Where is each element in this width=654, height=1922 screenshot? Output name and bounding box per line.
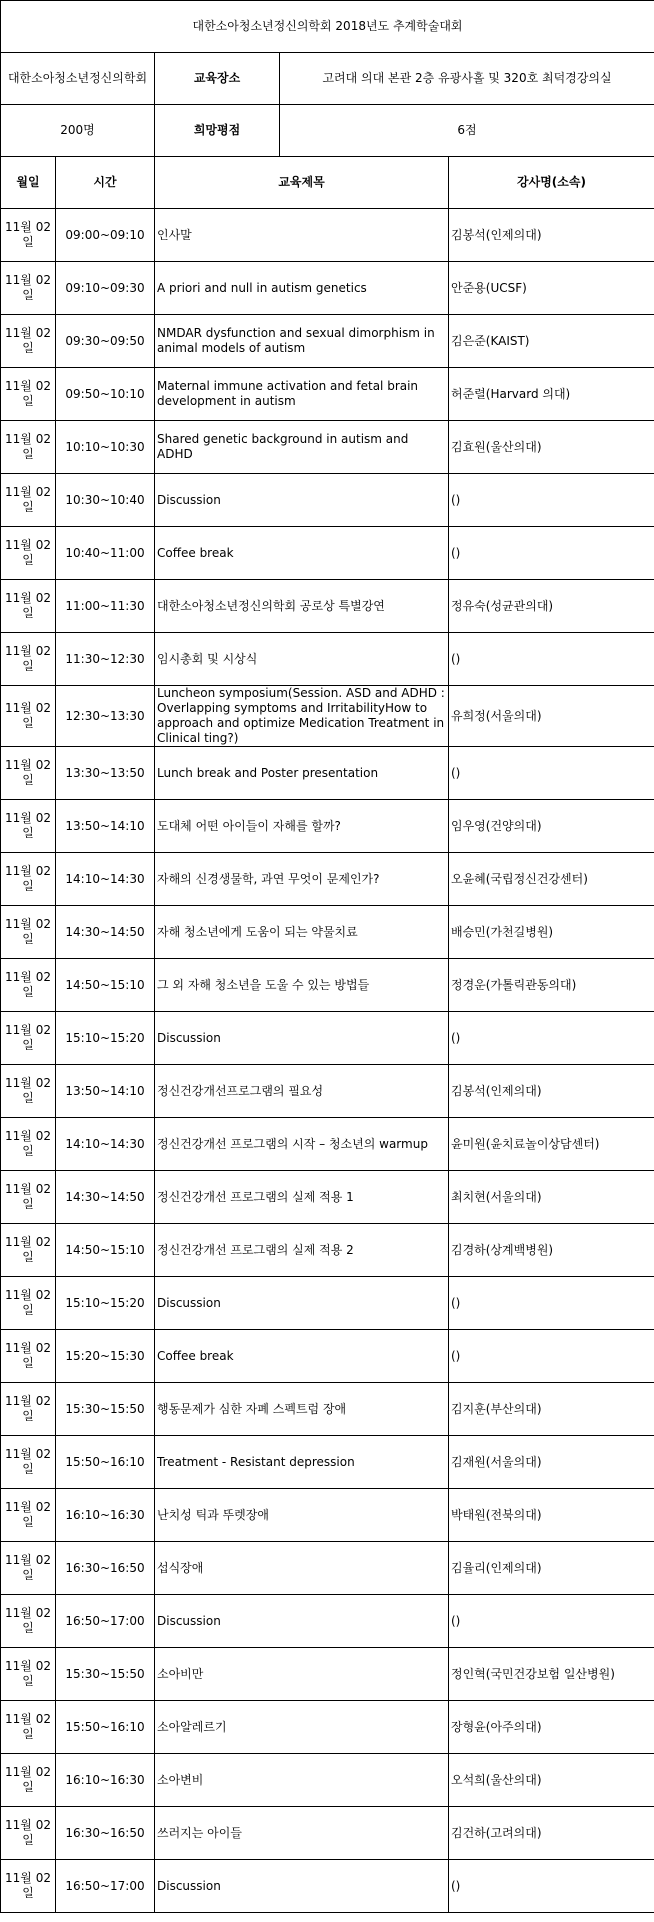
table-row bbox=[1, 1807, 654, 1860]
row-lecturer: 오석희(울산의대) bbox=[449, 1754, 654, 1807]
table-row bbox=[1, 474, 654, 527]
row-time: 11:00~11:30 bbox=[56, 580, 155, 633]
row-lecturer: () bbox=[449, 527, 654, 580]
table-row bbox=[1, 747, 654, 800]
table-row bbox=[1, 209, 654, 262]
capacity-value: 200명 bbox=[1, 105, 155, 157]
table-row bbox=[1, 686, 654, 747]
row-title: NMDAR dysfunction and sexual dimorphism in animal models of autism bbox=[155, 315, 449, 368]
schedule-table-body bbox=[1, 1, 654, 1913]
table-row bbox=[1, 1436, 654, 1489]
row-date: 11월 02일 bbox=[1, 747, 56, 800]
row-time: 15:50~16:10 bbox=[56, 1701, 155, 1754]
row-lecturer: 박태원(전북의대) bbox=[449, 1489, 654, 1542]
row-time: 14:30~14:50 bbox=[56, 1171, 155, 1224]
row-lecturer: () bbox=[449, 747, 654, 800]
row-lecturer: 유희정(서울의대) bbox=[449, 686, 654, 747]
row-title: 그 외 자해 청소년을 도울 수 있는 방법들 bbox=[155, 959, 449, 1012]
row-date: 11월 02일 bbox=[1, 1701, 56, 1754]
row-lecturer: () bbox=[449, 1012, 654, 1065]
row-lecturer: 김율리(인제의대) bbox=[449, 1542, 654, 1595]
row-title: 인사말 bbox=[155, 209, 449, 262]
row-time: 14:30~14:50 bbox=[56, 906, 155, 959]
row-title: 행동문제가 심한 자폐 스펙트럼 장애 bbox=[155, 1383, 449, 1436]
row-title: Maternal immune activation and fetal brain development in autism bbox=[155, 368, 449, 421]
table-row bbox=[1, 1754, 654, 1807]
row-date: 11월 02일 bbox=[1, 315, 56, 368]
row-lecturer: () bbox=[449, 633, 654, 686]
row-lecturer: 김건하(고려의대) bbox=[449, 1807, 654, 1860]
row-title: 난치성 틱과 뚜렛장애 bbox=[155, 1489, 449, 1542]
row-title: Lunch break and Poster presentation bbox=[155, 747, 449, 800]
place-label: 교육장소 bbox=[155, 53, 280, 105]
row-date: 11월 02일 bbox=[1, 262, 56, 315]
row-lecturer: 정경운(가톨릭관동의대) bbox=[449, 959, 654, 1012]
row-title: 소아비만 bbox=[155, 1648, 449, 1701]
row-lecturer: () bbox=[449, 1860, 654, 1913]
row-title: Shared genetic background in autism and ADHD bbox=[155, 421, 449, 474]
row-title: 소아알레르기 bbox=[155, 1701, 449, 1754]
row-time: 16:10~16:30 bbox=[56, 1489, 155, 1542]
table-row bbox=[1, 906, 654, 959]
row-time: 15:30~15:50 bbox=[56, 1648, 155, 1701]
row-title: 대한소아청소년정신의학회 공로상 특별강연 bbox=[155, 580, 449, 633]
row-title: 정신건강개선 프로그램의 시작 – 청소년의 warmup bbox=[155, 1118, 449, 1171]
row-lecturer: 최치현(서울의대) bbox=[449, 1171, 654, 1224]
row-date: 11월 02일 bbox=[1, 1383, 56, 1436]
row-time: 13:30~13:50 bbox=[56, 747, 155, 800]
row-lecturer: () bbox=[449, 1330, 654, 1383]
table-row bbox=[1, 1595, 654, 1648]
row-title: 섭식장애 bbox=[155, 1542, 449, 1595]
row-lecturer: 정인혁(국민건강보험 일산병원) bbox=[449, 1648, 654, 1701]
row-time: 15:10~15:20 bbox=[56, 1277, 155, 1330]
row-title: Discussion bbox=[155, 1012, 449, 1065]
column-header-title: 교육제목 bbox=[155, 157, 449, 209]
row-title: 자해의 신경생물학, 과연 무엇이 문제인가? bbox=[155, 853, 449, 906]
row-title: Treatment - Resistant depression bbox=[155, 1436, 449, 1489]
row-lecturer: 김봉석(인제의대) bbox=[449, 1065, 654, 1118]
row-time: 14:50~15:10 bbox=[56, 959, 155, 1012]
row-date: 11월 02일 bbox=[1, 474, 56, 527]
row-date: 11월 02일 bbox=[1, 633, 56, 686]
row-date: 11월 02일 bbox=[1, 1860, 56, 1913]
row-lecturer: 허준렬(Harvard 의대) bbox=[449, 368, 654, 421]
row-date: 11월 02일 bbox=[1, 1065, 56, 1118]
row-title: A priori and null in autism genetics bbox=[155, 262, 449, 315]
table-row bbox=[1, 1489, 654, 1542]
row-lecturer: 장형윤(아주의대) bbox=[449, 1701, 654, 1754]
column-header-time: 시간 bbox=[56, 157, 155, 209]
row-date: 11월 02일 bbox=[1, 527, 56, 580]
row-date: 11월 02일 bbox=[1, 1171, 56, 1224]
table-row bbox=[1, 262, 654, 315]
row-date: 11월 02일 bbox=[1, 1648, 56, 1701]
table-row bbox=[1, 1277, 654, 1330]
table-row bbox=[1, 959, 654, 1012]
row-time: 14:10~14:30 bbox=[56, 853, 155, 906]
row-title: Luncheon symposium(Session. ASD and ADHD : Overlapping symptoms and IrritabilityHow to approach and optimize Medication Treatment in Clinical ting?) bbox=[155, 686, 449, 747]
row-time: 09:00~09:10 bbox=[56, 209, 155, 262]
column-header-row bbox=[1, 157, 654, 209]
row-time: 09:10~09:30 bbox=[56, 262, 155, 315]
table-row bbox=[1, 800, 654, 853]
row-time: 10:40~11:00 bbox=[56, 527, 155, 580]
column-header-date: 월일 bbox=[1, 157, 56, 209]
row-time: 16:30~16:50 bbox=[56, 1542, 155, 1595]
row-time: 12:30~13:30 bbox=[56, 686, 155, 747]
row-time: 13:50~14:10 bbox=[56, 800, 155, 853]
row-title: 쓰러지는 아이들 bbox=[155, 1807, 449, 1860]
row-lecturer: 김봉석(인제의대) bbox=[449, 209, 654, 262]
table-row bbox=[1, 1383, 654, 1436]
table-row bbox=[1, 1648, 654, 1701]
row-date: 11월 02일 bbox=[1, 686, 56, 747]
row-date: 11월 02일 bbox=[1, 1595, 56, 1648]
row-date: 11월 02일 bbox=[1, 580, 56, 633]
row-time: 14:10~14:30 bbox=[56, 1118, 155, 1171]
row-title: Discussion bbox=[155, 1860, 449, 1913]
row-time: 16:30~16:50 bbox=[56, 1807, 155, 1860]
row-date: 11월 02일 bbox=[1, 800, 56, 853]
row-date: 11월 02일 bbox=[1, 368, 56, 421]
table-row bbox=[1, 421, 654, 474]
row-date: 11월 02일 bbox=[1, 1436, 56, 1489]
place-value: 고려대 의대 본관 2층 유광사홀 및 320호 최덕경강의실 bbox=[280, 53, 654, 105]
row-time: 16:50~17:00 bbox=[56, 1860, 155, 1913]
row-lecturer: 김재원(서울의대) bbox=[449, 1436, 654, 1489]
row-date: 11월 02일 bbox=[1, 421, 56, 474]
row-title: 정신건강개선 프로그램의 실제 적용 1 bbox=[155, 1171, 449, 1224]
row-date: 11월 02일 bbox=[1, 1224, 56, 1277]
row-date: 11월 02일 bbox=[1, 959, 56, 1012]
row-time: 09:30~09:50 bbox=[56, 315, 155, 368]
table-row bbox=[1, 315, 654, 368]
row-date: 11월 02일 bbox=[1, 853, 56, 906]
row-lecturer: 오윤혜(국립정신건강센터) bbox=[449, 853, 654, 906]
row-time: 15:10~15:20 bbox=[56, 1012, 155, 1065]
row-title: 소아변비 bbox=[155, 1754, 449, 1807]
table-row bbox=[1, 368, 654, 421]
row-lecturer: () bbox=[449, 1595, 654, 1648]
row-time: 14:50~15:10 bbox=[56, 1224, 155, 1277]
row-time: 15:20~15:30 bbox=[56, 1330, 155, 1383]
row-date: 11월 02일 bbox=[1, 1489, 56, 1542]
info-row-capacity bbox=[1, 105, 654, 157]
organization-name: 대한소아청소년정신의학회 bbox=[1, 53, 155, 105]
table-row bbox=[1, 853, 654, 906]
row-date: 11월 02일 bbox=[1, 1277, 56, 1330]
row-time: 10:30~10:40 bbox=[56, 474, 155, 527]
row-lecturer: 김은준(KAIST) bbox=[449, 315, 654, 368]
score-value: 6점 bbox=[280, 105, 654, 157]
row-time: 16:10~16:30 bbox=[56, 1754, 155, 1807]
table-row bbox=[1, 1701, 654, 1754]
table-row bbox=[1, 580, 654, 633]
row-date: 11월 02일 bbox=[1, 1012, 56, 1065]
row-lecturer: 임우영(건양의대) bbox=[449, 800, 654, 853]
table-row bbox=[1, 1118, 654, 1171]
row-lecturer: 김효원(울산의대) bbox=[449, 421, 654, 474]
row-date: 11월 02일 bbox=[1, 1118, 56, 1171]
row-title: Discussion bbox=[155, 1277, 449, 1330]
row-title: 자해 청소년에게 도움이 되는 약물치료 bbox=[155, 906, 449, 959]
row-date: 11월 02일 bbox=[1, 1330, 56, 1383]
row-lecturer: 김지훈(부산의대) bbox=[449, 1383, 654, 1436]
row-date: 11월 02일 bbox=[1, 906, 56, 959]
row-title: Coffee break bbox=[155, 1330, 449, 1383]
row-lecturer: 안준용(UCSF) bbox=[449, 262, 654, 315]
info-row-place bbox=[1, 53, 654, 105]
row-time: 11:30~12:30 bbox=[56, 633, 155, 686]
row-lecturer: 윤미원(윤치료놀이상담센터) bbox=[449, 1118, 654, 1171]
title-row bbox=[1, 1, 654, 53]
row-title: Coffee break bbox=[155, 527, 449, 580]
row-lecturer: 정유숙(성균관의대) bbox=[449, 580, 654, 633]
row-lecturer: 배승민(가천길병원) bbox=[449, 906, 654, 959]
table-row bbox=[1, 1224, 654, 1277]
row-lecturer: 김경하(상계백병원) bbox=[449, 1224, 654, 1277]
row-lecturer: () bbox=[449, 1277, 654, 1330]
score-label: 희망평점 bbox=[155, 105, 280, 157]
row-date: 11월 02일 bbox=[1, 1807, 56, 1860]
row-title: Discussion bbox=[155, 474, 449, 527]
row-date: 11월 02일 bbox=[1, 209, 56, 262]
column-header-lecturer: 강사명(소속) bbox=[449, 157, 654, 209]
row-time: 10:10~10:30 bbox=[56, 421, 155, 474]
row-time: 16:50~17:00 bbox=[56, 1595, 155, 1648]
row-title: 정신건강개선 프로그램의 실제 적용 2 bbox=[155, 1224, 449, 1277]
table-row bbox=[1, 1012, 654, 1065]
table-row bbox=[1, 1065, 654, 1118]
row-lecturer: () bbox=[449, 474, 654, 527]
event-title: 대한소아청소년정신의학회 2018년도 추계학술대회 bbox=[1, 1, 654, 53]
table-row bbox=[1, 633, 654, 686]
table-row bbox=[1, 1330, 654, 1383]
row-title: 도대체 어떤 아이들이 자해를 할까? bbox=[155, 800, 449, 853]
row-title: 임시총회 및 시상식 bbox=[155, 633, 449, 686]
row-time: 15:50~16:10 bbox=[56, 1436, 155, 1489]
row-time: 13:50~14:10 bbox=[56, 1065, 155, 1118]
row-title: 정신건강개선프로그램의 필요성 bbox=[155, 1065, 449, 1118]
table-row bbox=[1, 527, 654, 580]
table-row bbox=[1, 1542, 654, 1595]
row-date: 11월 02일 bbox=[1, 1754, 56, 1807]
row-time: 09:50~10:10 bbox=[56, 368, 155, 421]
row-time: 15:30~15:50 bbox=[56, 1383, 155, 1436]
row-title: Discussion bbox=[155, 1595, 449, 1648]
table-row bbox=[1, 1860, 654, 1913]
row-date: 11월 02일 bbox=[1, 1542, 56, 1595]
table-row bbox=[1, 1171, 654, 1224]
